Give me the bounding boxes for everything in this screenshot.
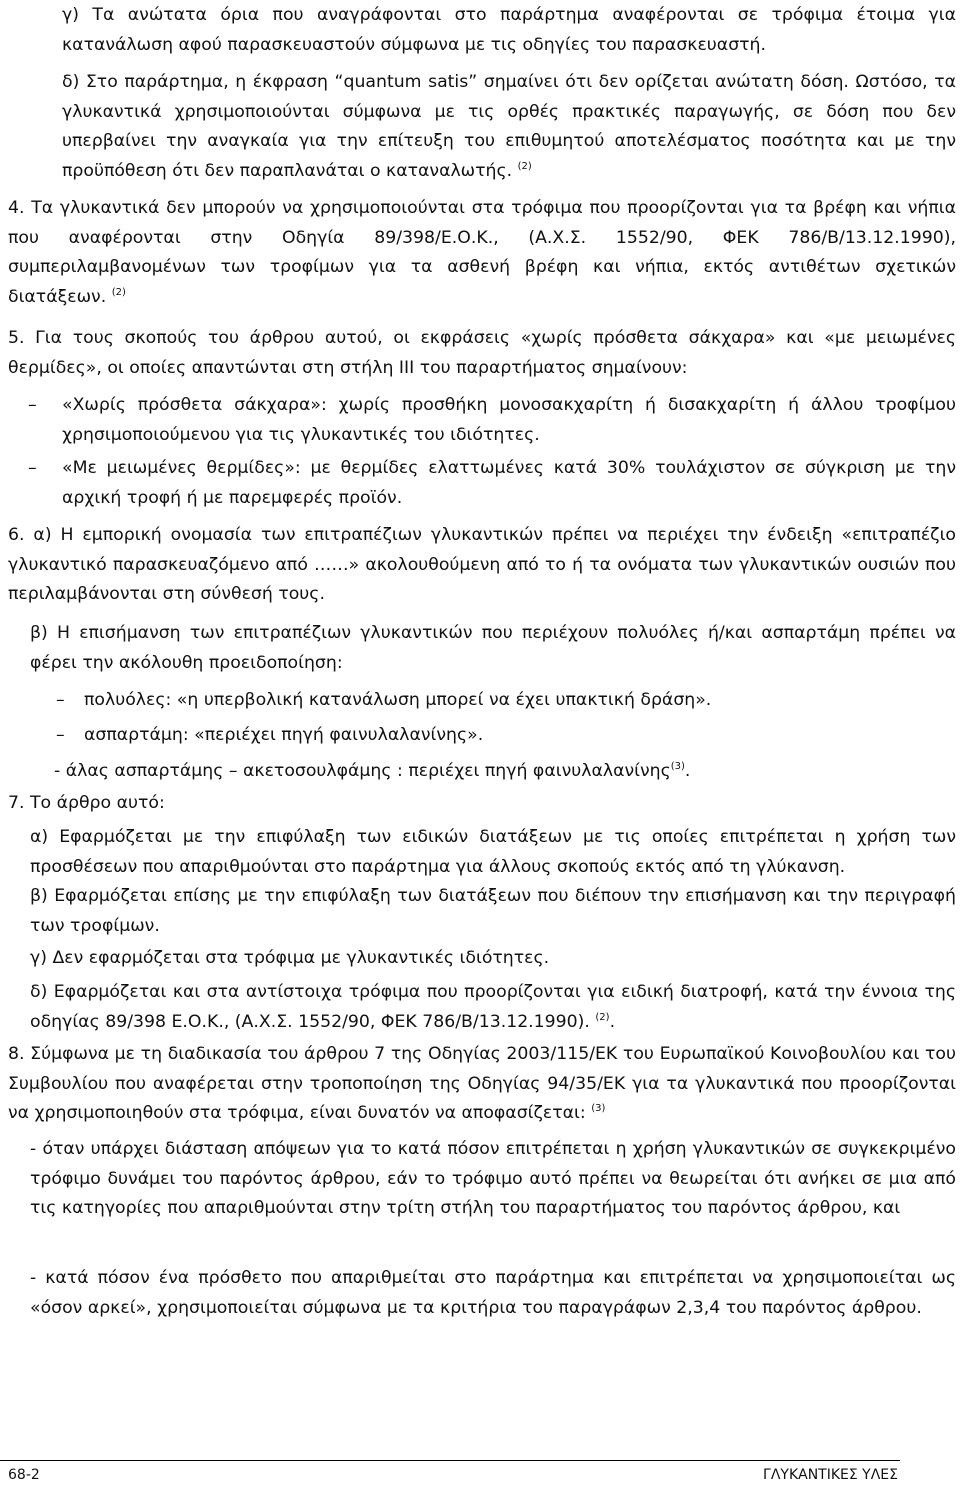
paragraph-8: 8. Σύμφωνα με τη διαδικασία του άρθρου 7 της Οδηγίας 2003/115/ΕΚ του Ευρωπαϊκού Κοινοβουλίου και του Συμβουλίου που αναφέρεται στην τροποποίηση της Οδηγίας 94/35/ΕΚ για τα γλυκαντικά που προορίζονται να χρησιμοποιηθούν στα τρόφιμα, είναι δυνατόν να αποφασίζεται: $^{(3)}$ — [8, 1044, 956, 1124]
footnote-ref: (2) — [595, 1011, 610, 1023]
paragraph-6b-item-aspartame-acesulfame: - άλας ασπαρτάμης – ακετοσουλφάμης : περιέχει πηγή φαινυλαλανίνης$^{(3)}$. — [54, 761, 691, 781]
footnote-ref: (3) — [591, 1103, 606, 1115]
paragraph-7: 7. Το άρθρο αυτό: — [8, 793, 165, 813]
paragraph-7a: α) Εφαρμόζεται με την επιφύλαξη των ειδικών διατάξεων με τις οποίες επιτρέπεται η χρήση των προσθέσεων που απαριθμούνται στο παράρτημα για άλλους σκοπούς εκτός από τη γλύκανση. — [30, 827, 956, 877]
footer-page-number: 68-2 — [8, 1467, 40, 1483]
paragraph-6b-item-polyols: – πολυόλες: «η υπερβολική κατανάλωση μπορεί να έχει υπακτική δράση». — [56, 686, 956, 716]
dash-mark: – — [56, 690, 65, 710]
footer-title: ΓΛΥΚΑΝΤΙΚΕΣ ΥΛΕΣ — [763, 1467, 898, 1483]
dash-mark: – — [56, 725, 65, 745]
dash-mark: – — [28, 458, 37, 478]
paragraph-6b-item-aspartame: – ασπαρτάμη: «περιέχει πηγή φαινυλαλανίνης». — [56, 721, 956, 751]
paragraph-7d: δ) Εφαρμόζεται και στα αντίστοιχα τρόφιμα που προορίζονται για ειδική διατροφή, κατά την έννοια της οδηγίας 89/398 Ε.Ο.Κ., (Α.Χ.Σ. 1552/90, ΦΕΚ 786/Β/13.12.1990). $^{(2)}$. — [30, 982, 956, 1032]
paragraph-5-item-no-added-sugars: – «Χωρίς πρόσθετα σάκχαρα»: χωρίς προσθήκη μονοσακχαρίτη ή δισακχαρίτη ή άλλου τροφίμου χρησιμοποιούμενου για τις γλυκαντικές του ιδιότητες. — [28, 391, 956, 450]
footnote-ref: (2) — [517, 160, 532, 172]
paragraph-5: 5. Για τους σκοπούς του άρθρου αυτού, οι εκφράσεις «χωρίς πρόσθετα σάκχαρα» και «με μειωμένες θερμίδες», οι οποίες απαντώνται στη στήλη ΙΙΙ του παραρτήματος σημαίνουν: — [8, 328, 956, 378]
footnote-ref: (3) — [670, 761, 685, 772]
dash-mark: – — [28, 395, 37, 415]
paragraph-8-item-quantum-satis: - κατά πόσον ένα πρόσθετο που απαριθμείται στο παράρτημα και επιτρέπεται να χρησιμοποιείται ως «όσον αρκεί», χρησιμοποιείται σύμφωνα με τα κριτήρια του παραγράφων 2,3,4 του παρόντος άρθρου. — [30, 1268, 956, 1318]
paragraph-7b: β) Εφαρμόζεται επίσης με την επιφύλαξη των διατάξεων που διέπουν την επισήμανση και την περιγραφή των τροφίμων. — [30, 886, 956, 936]
paragraph-4: 4. Τα γλυκαντικά δεν μπορούν να χρησιμοποιούνται στα τρόφιμα που προορίζονται για τα βρέφη και νήπια που αναφέρονται στην Οδηγία 89/398/Ε.Ο.Κ., (Α.Χ.Σ. 1552/90, ΦΕΚ 786/Β/13.12.1990), συμπεριλαμβανομένων των τροφίμων για τα ασθενή βρέφη και νήπια, εκτός αντιθέτων σχετικών διατάξεων. $^{(2)}$ — [8, 198, 956, 307]
footnote-ref: (2) — [111, 286, 126, 298]
paragraph-6a: 6. α) Η εμπορική ονομασία των επιτραπέζιων γλυκαντικών πρέπει να περιέχει την ένδειξη «επιτραπέζιο γλυκαντικό παρασκευαζόμενο από ……» ακολουθούμενη από το ή τα ονόματα των γλυκαντικών ουσιών που περιλαμβάνονται στη σύνθεσή τους. — [8, 525, 956, 605]
paragraph-7g: γ) Δεν εφαρμόζεται στα τρόφιμα με γλυκαντικές ιδιότητες. — [30, 948, 550, 968]
paragraph-3d: δ) Στο παράρτημα, η έκφραση “quantum satis” σημαίνει ότι δεν ορίζεται ανώτατη δόση. Ωστόσο, τα γλυκαντικά χρησιμοποιούνται σύμφωνα με τις ορθές πρακτικές παραγωγής, σε δόση που δεν υπερβαίνει την αναγκαία για την επίτευξη του επιθυμητού αποτελέσματος ποσότητα και με την προϋπόθεση ότι δεν παραπλανάται ο καταναλωτής. $^{(2)}$ — [62, 72, 956, 181]
paragraph-3g: γ) Τα ανώτατα όρια που αναγράφονται στο παράρτημα αναφέρονται σε τρόφιμα έτοιμα για κατανάλωση αφού παρασκευαστούν σύμφωνα με τις οδηγίες του παρασκευαστή. — [62, 5, 956, 55]
paragraph-6b: β) Η επισήμανση των επιτραπέζιων γλυκαντικών που περιέχουν πολυόλες ή/και ασπαρτάμη πρέπει να φέρει την ακόλουθη προειδοποίηση: — [30, 623, 956, 673]
paragraph-8-item-dispute: - όταν υπάρχει διάσταση απόψεων για το κατά πόσον επιτρέπεται η χρήση γλυκαντικών σε συγκεκριμένο τρόφιμο δυνάμει του παρόντος άρθρου, εάν το τρόφιμο αυτό πρέπει να θεωρείται ότι ανήκει σε μια από τις κατηγορίες που απαριθμούνται στην τρίτη στήλη του παραρτήματος του παρόντος άρθρου, και — [30, 1139, 956, 1219]
footer-rule — [0, 1460, 900, 1461]
paragraph-5-item-reduced-calories: – «Με μειωμένες θερμίδες»: με θερμίδες ελαττωμένες κατά 30% τουλάχιστον σε σύγκριση με την αρχική τροφή ή με παρεμφερές προϊόν. — [28, 454, 956, 513]
